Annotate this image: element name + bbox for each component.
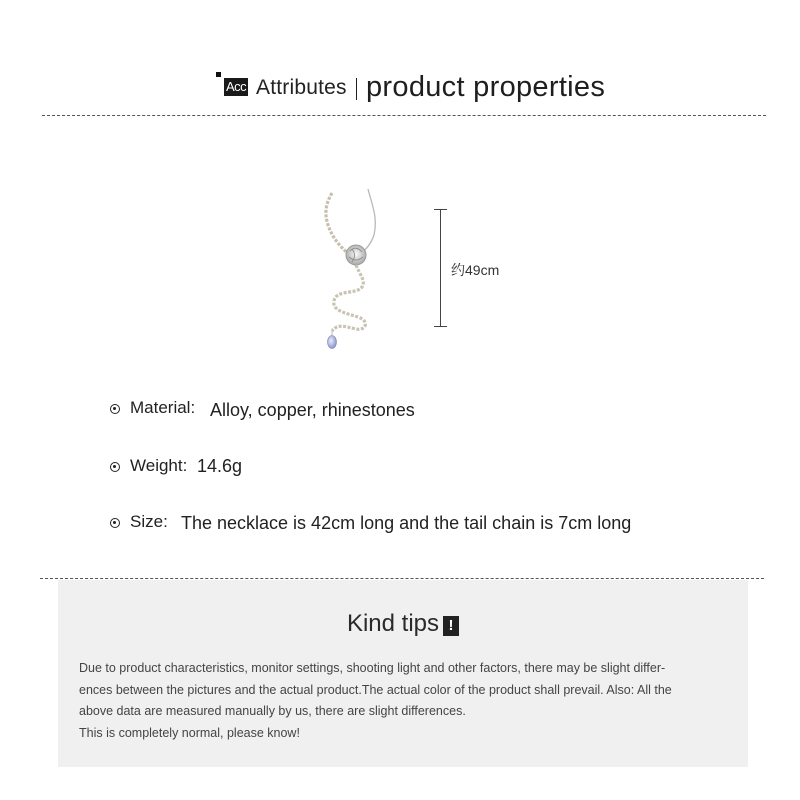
bullet-icon	[110, 518, 120, 528]
kind-tips-text	[79, 658, 734, 744]
section-header	[0, 68, 800, 108]
page-title: product properties	[366, 71, 606, 103]
attribute-value: The necklace is 42cm long and the tail chain is 7cm long	[181, 513, 632, 533]
attribute-value: Alloy, copper, rhinestones	[210, 400, 415, 420]
bullet-icon	[110, 404, 120, 414]
tips-line: Due to product characteristics, monitor settings, shooting light and other factors, there may be slight differ-	[79, 661, 666, 675]
header-tag: Acc	[226, 79, 247, 94]
dashed-divider-middle	[40, 578, 764, 579]
dimension-label: 约49cm	[451, 262, 500, 278]
kind-tips-title	[58, 610, 748, 638]
attribute-label: Size:	[130, 512, 168, 531]
attribute-value: 14.6g	[197, 456, 243, 476]
header-attributes-label: Attributes	[256, 76, 347, 99]
header-dot	[216, 72, 221, 77]
dimension-cap-top	[434, 209, 447, 210]
dashed-divider-top	[42, 115, 766, 116]
tips-line: This is completely normal, please know!	[79, 725, 300, 740]
attribute-label: Weight:	[130, 456, 188, 475]
kind-tips-title-text: Kind tips	[346, 610, 440, 637]
tips-line: above data are measured manually by us, there are slight differences.	[79, 704, 466, 718]
attribute-label: Material:	[130, 398, 196, 417]
kind-tips-panel	[58, 580, 748, 767]
tips-line: ences between the pictures and the actual product.The actual color of the product shall prevail. Also: All the	[79, 682, 672, 697]
dimension-line	[440, 209, 441, 327]
necklace-product-image	[300, 185, 400, 355]
dimension-cap-bottom	[434, 326, 447, 327]
bullet-icon	[110, 462, 120, 472]
exclamation-icon: !	[443, 616, 459, 636]
header-divider	[356, 78, 357, 100]
